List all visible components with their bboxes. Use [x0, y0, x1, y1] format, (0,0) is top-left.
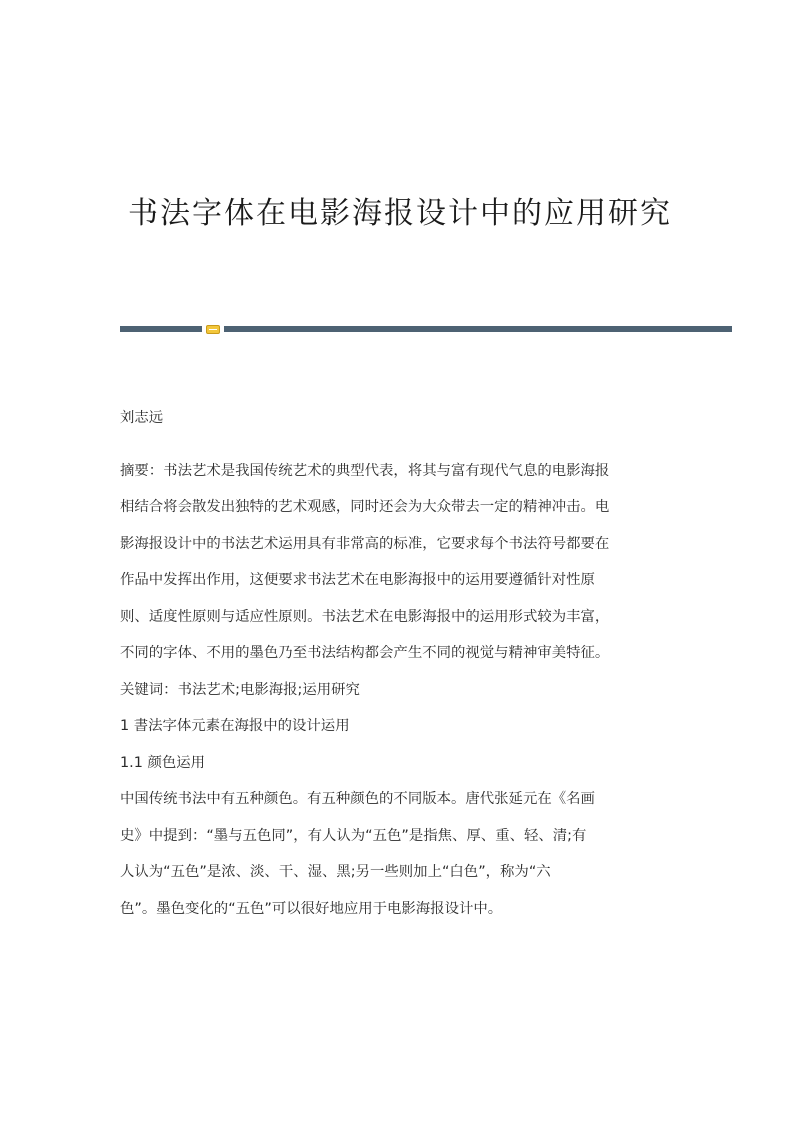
abstract	[120, 453, 690, 672]
document-title: 书法字体在电影海报设计中的应用研究	[128, 196, 672, 231]
abstract-line: 影海报设计中的书法艺术运用具有非常高的标准，它要求每个书法符号都要在	[120, 535, 610, 552]
keywords: 关键词：书法艺术;电影海报;运用研究	[120, 681, 360, 698]
paragraph-line: 中国传统书法中有五种颜色。有五种颜色的不同版本。唐代张延元在《名画	[120, 791, 595, 807]
abstract-line: 作品中发挥出作用，这便要求书法艺术在电影海报中的运用要遵循针对性原	[120, 572, 595, 588]
abstract-line: 摘要：书法艺术是我国传统艺术的典型代表，将其与富有现代气息的电影海报	[120, 462, 610, 479]
author-name: 刘志远	[120, 410, 164, 426]
paragraph-line: 人认为“五色”是浓、淡、干、湿、黑;另一些则加上“白色”，称为“六	[120, 864, 551, 880]
abstract-line: 相结合将会散发出独特的艺术观感，同时还会为大众带去一定的精神冲击。电	[120, 499, 610, 515]
abstract-line: 不同的字体、不用的墨色乃至书法结构都会产生不同的视觉与精神审美特征。	[120, 645, 610, 661]
document-body	[120, 400, 690, 927]
paragraph-line: 色”。墨色变化的“五色”可以很好地应用于电影海报设计中。	[120, 900, 503, 917]
title-divider	[120, 325, 732, 333]
section-paragraph	[120, 781, 690, 927]
subsection-heading: 1.1 颜色运用	[120, 754, 206, 771]
paragraph-line: 史》中提到：“墨与五色同”，有人认为“五色”是指焦、厚、重、轻、清;有	[120, 827, 587, 844]
divider-left-segment	[120, 326, 202, 332]
abstract-line: 则、适度性原则与适应性原则。书法艺术在电影海报中的运用形式较为丰富，	[120, 608, 610, 625]
envelope-icon	[206, 325, 220, 334]
divider-right-segment	[224, 326, 732, 332]
section-heading: 1 書法字体元素在海报中的设计运用	[120, 718, 350, 734]
